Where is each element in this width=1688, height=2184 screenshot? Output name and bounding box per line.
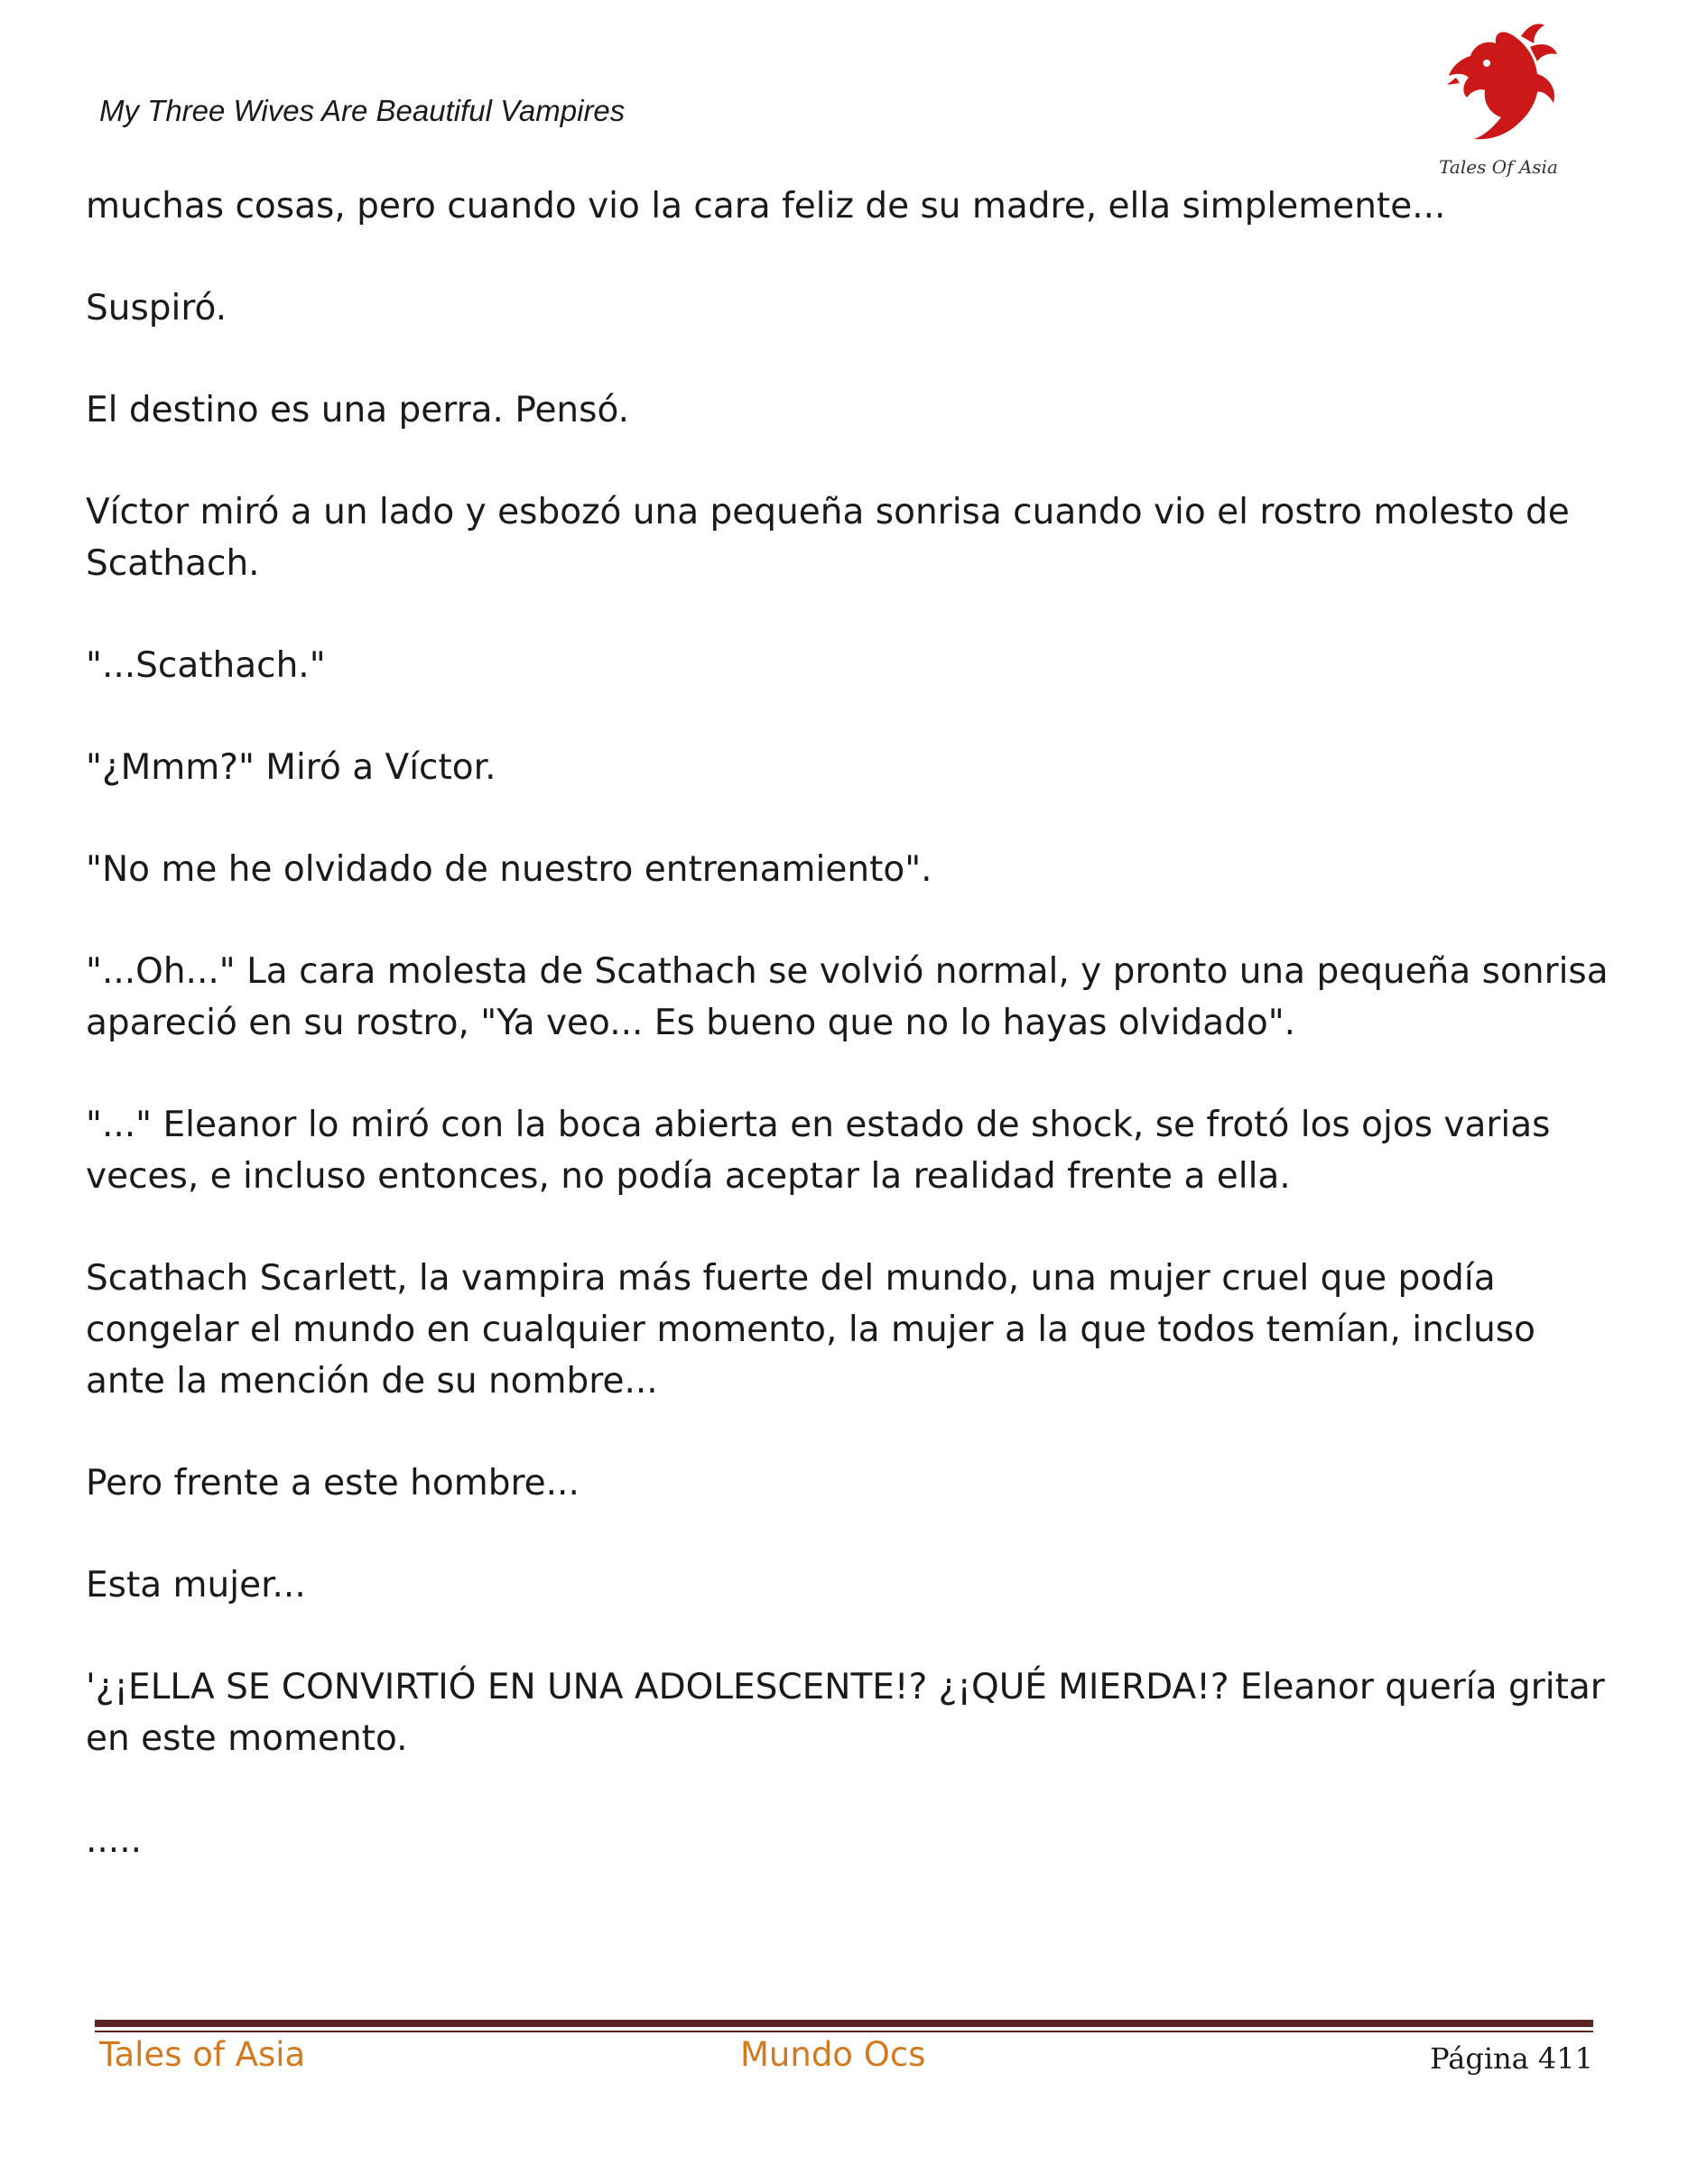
paragraph: ..... bbox=[86, 1820, 142, 1861]
paragraph: Víctor miró a un lado y esbozó una pequeña sonrisa cuando vio el rostro molesto de Scathach. bbox=[86, 492, 1570, 584]
paragraph: "..." Eleanor lo miró con la boca abierta en estado de shock, se frotó los ojos varias veces, e incluso entonces, no podía aceptar la realidad frente a ella. bbox=[86, 1105, 1551, 1197]
paragraph: Scathach Scarlett, la vampira más fuerte del mundo, una mujer cruel que podía congelar el mundo en cualquier momento, la mujer a la que todos temían, incluso ante la mención de su nombre... bbox=[86, 1258, 1535, 1402]
footer-section: Mundo Ocs bbox=[740, 2035, 926, 2074]
paragraph: "No me he olvidado de nuestro entrenamiento". bbox=[86, 849, 932, 890]
page-number: Página 411 bbox=[1430, 2041, 1593, 2076]
paragraph: El destino es una perra. Pensó. bbox=[86, 390, 630, 430]
paragraph: "...Scathach." bbox=[86, 645, 326, 686]
footer-publisher: Tales of Asia bbox=[99, 2035, 306, 2074]
paragraph: Suspiró. bbox=[86, 288, 227, 329]
dragon-logo-icon bbox=[1431, 20, 1566, 182]
chapter-body bbox=[86, 180, 1620, 1917]
paragraph: "...Oh..." La cara molesta de Scathach se volvió normal, y pronto una pequeña sonrisa apareció en su rostro, "Ya veo... Es bueno que no lo hayas olvidado". bbox=[86, 951, 1609, 1043]
paragraph: Pero frente a este hombre... bbox=[86, 1463, 580, 1504]
paragraph: '¿¡ELLA SE CONVIRTIÓ EN UNA ADOLESCENTE!? ¿¡QUÉ MIERDA!? Eleanor quería gritar en este momento. bbox=[86, 1667, 1605, 1759]
tales-of-asia-logo bbox=[1431, 20, 1566, 182]
paragraph: Esta mujer... bbox=[86, 1565, 306, 1606]
document-header-title: My Three Wives Are Beautiful Vampires bbox=[99, 94, 626, 127]
footer-divider-thin bbox=[95, 2031, 1593, 2032]
logo-text: Tales Of Asia bbox=[1439, 156, 1558, 178]
paragraph: muchas cosas, pero cuando vio la cara feliz de su madre, ella simplemente... bbox=[86, 186, 1446, 227]
paragraph: "¿Mmm?" Miró a Víctor. bbox=[86, 747, 496, 788]
footer-divider bbox=[95, 2020, 1593, 2027]
